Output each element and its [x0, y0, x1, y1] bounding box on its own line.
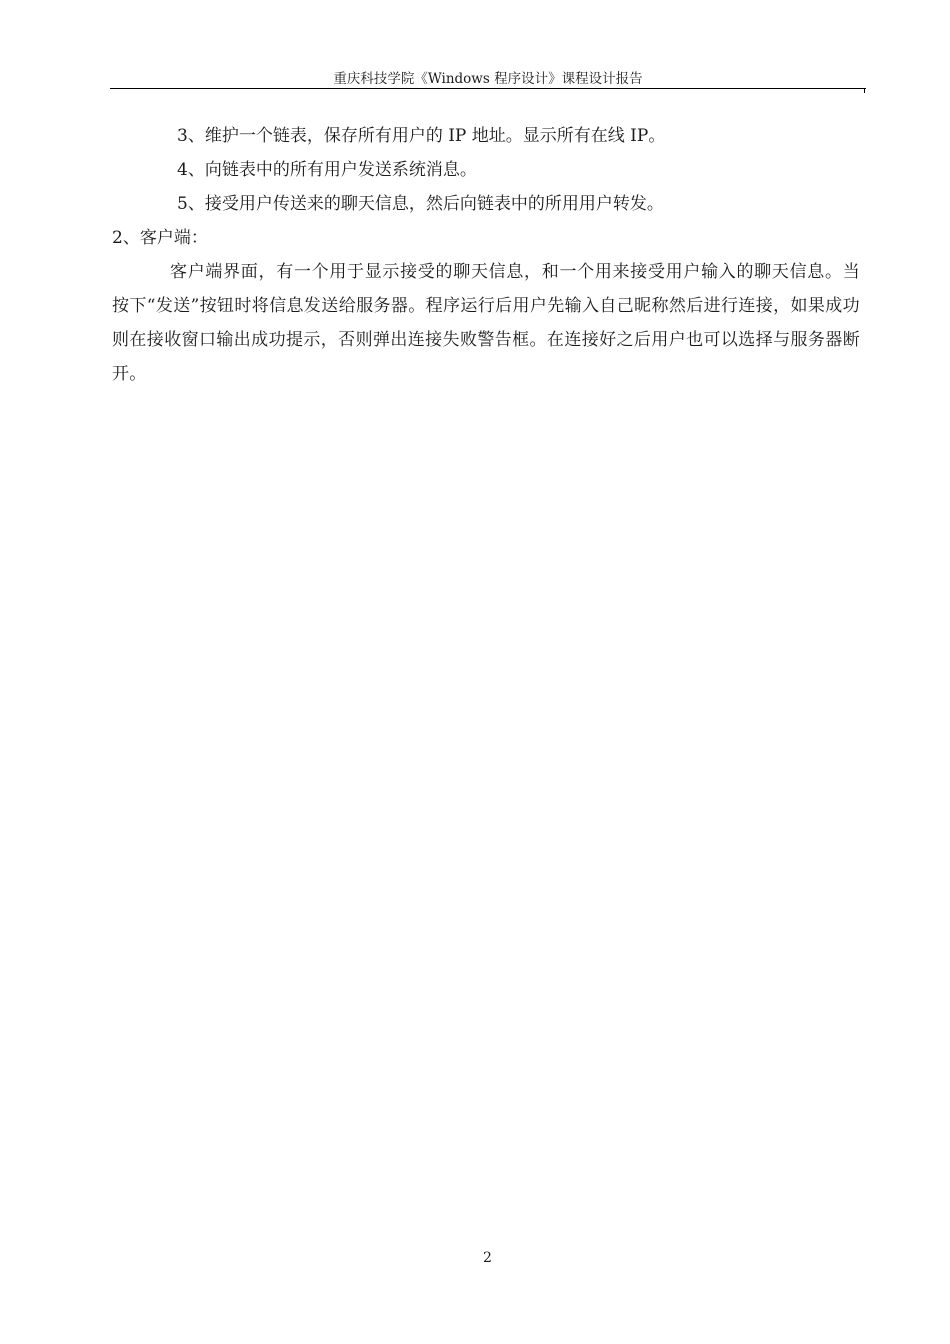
- header-rule: [110, 88, 866, 89]
- list-item: 4、向链表中的所有用户发送系统消息。: [177, 160, 477, 180]
- section-heading: 2、客户端：: [112, 228, 208, 248]
- document-body: [112, 119, 860, 391]
- list-item: 5、接受用户传送来的聊天信息，然后向链表中的所用用户转发。: [177, 194, 664, 214]
- page-number: 2: [483, 1250, 492, 1266]
- header-rule-tick: [864, 88, 865, 93]
- running-header: 重庆科技学院《Windows 程序设计》课程设计报告: [333, 71, 643, 87]
- list-item: 3、维护一个链表，保存所有用户的 IP 地址。显示所有在线 IP。: [177, 126, 666, 146]
- body-paragraph: 客户端界面，有一个用于显示接受的聊天信息，和一个用来接受用户输入的聊天信息。当按下“发送”按钮时将信息发送给服务器。程序运行后用户先输入自己昵称然后进行连接，如果成功则在接收窗口输出成功提示，否则弹出连接失败警告框。在连接好之后用户也可以选择与服务器断开。: [112, 262, 860, 384]
